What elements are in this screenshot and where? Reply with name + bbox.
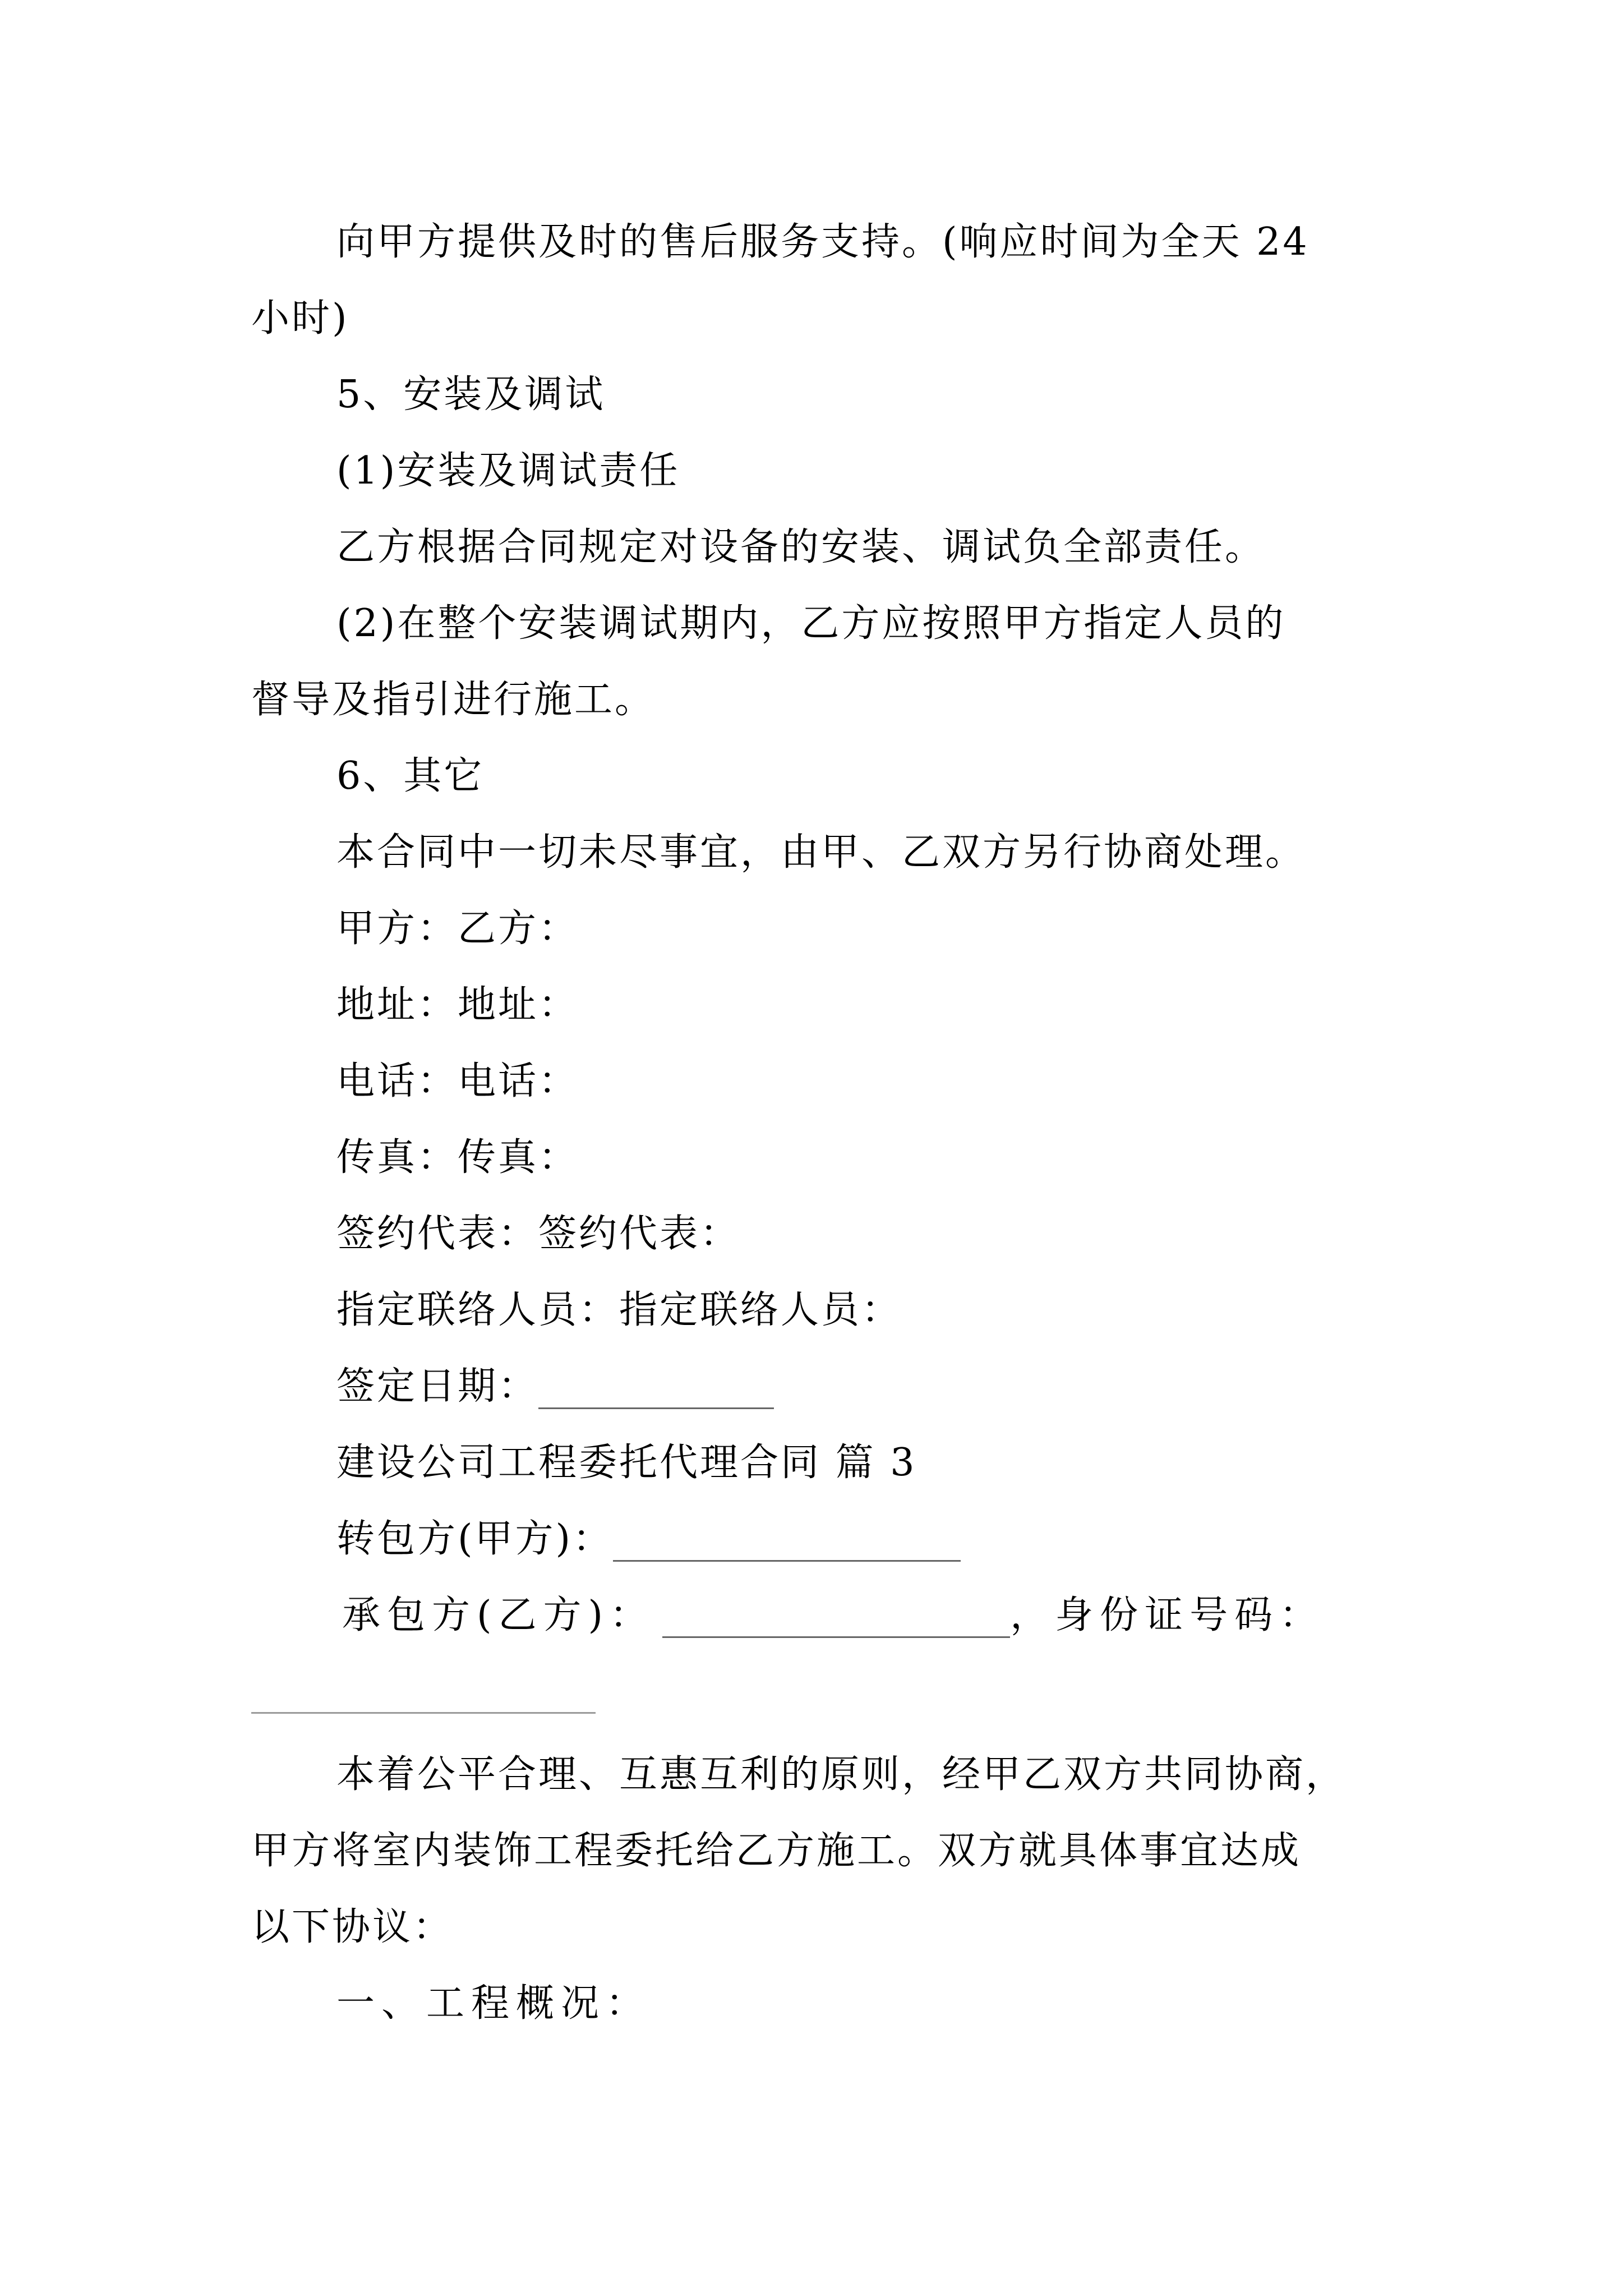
intro-line: 甲方将室内装饰工程委托给乙方施工。双方就具体事宜达成 <box>251 1829 1302 1873</box>
subcontractor-row <box>336 1517 961 1562</box>
paragraph-line: 乙方根据合同规定对设备的安装、调试负全部责任。 <box>336 525 1266 569</box>
signature-field: 电话：电话： <box>336 1059 579 1103</box>
signing-date-blank <box>538 1373 774 1409</box>
contractor-row <box>342 1593 1324 1638</box>
subcontractor-label: 转包方(甲方)： <box>336 1517 614 1561</box>
signing-date-row <box>336 1364 774 1409</box>
subsection-heading: (1)安装及调试责任 <box>336 449 680 493</box>
signature-field: 甲方：乙方： <box>336 907 579 951</box>
section-one-heading: 一、工程概况： <box>336 1981 651 2026</box>
paragraph-line: (2)在整个安装调试期内，乙方应按照甲方指定人员的 <box>336 601 1286 646</box>
paragraph-line: 小时) <box>251 296 349 341</box>
paragraph-line: 向甲方提供及时的售后服务支持。(响应时间为全天 24 <box>336 220 1310 264</box>
paragraph-line: 督导及指引进行施工。 <box>251 678 656 722</box>
subcontractor-blank <box>613 1525 961 1562</box>
section-heading: 5、安装及调试 <box>336 372 606 417</box>
signature-field: 指定联络人员：指定联络人员： <box>336 1288 902 1332</box>
signature-field: 传真：传真： <box>336 1135 579 1180</box>
contractor-blank <box>662 1602 1010 1638</box>
id-number-label: ，身份证号码： <box>1010 1593 1325 1637</box>
id-number-blank-line <box>251 1712 596 1714</box>
signature-field: 签约代表：签约代表： <box>336 1212 741 1256</box>
signature-field: 地址：地址： <box>336 983 579 1027</box>
intro-line: 以下协议： <box>251 1905 454 1949</box>
signing-date-label: 签定日期： <box>336 1364 539 1409</box>
intro-line: 本着公平合理、互惠互利的原则，经甲乙双方共同协商， <box>336 1752 1347 1797</box>
section-heading: 6、其它 <box>336 754 485 798</box>
contractor-label: 承包方(乙方)： <box>342 1593 655 1637</box>
section-title: 建设公司工程委托代理合同 篇 3 <box>336 1441 917 1485</box>
paragraph-line: 本合同中一切未尽事宜，由甲、乙双方另行协商处理。 <box>336 830 1306 875</box>
